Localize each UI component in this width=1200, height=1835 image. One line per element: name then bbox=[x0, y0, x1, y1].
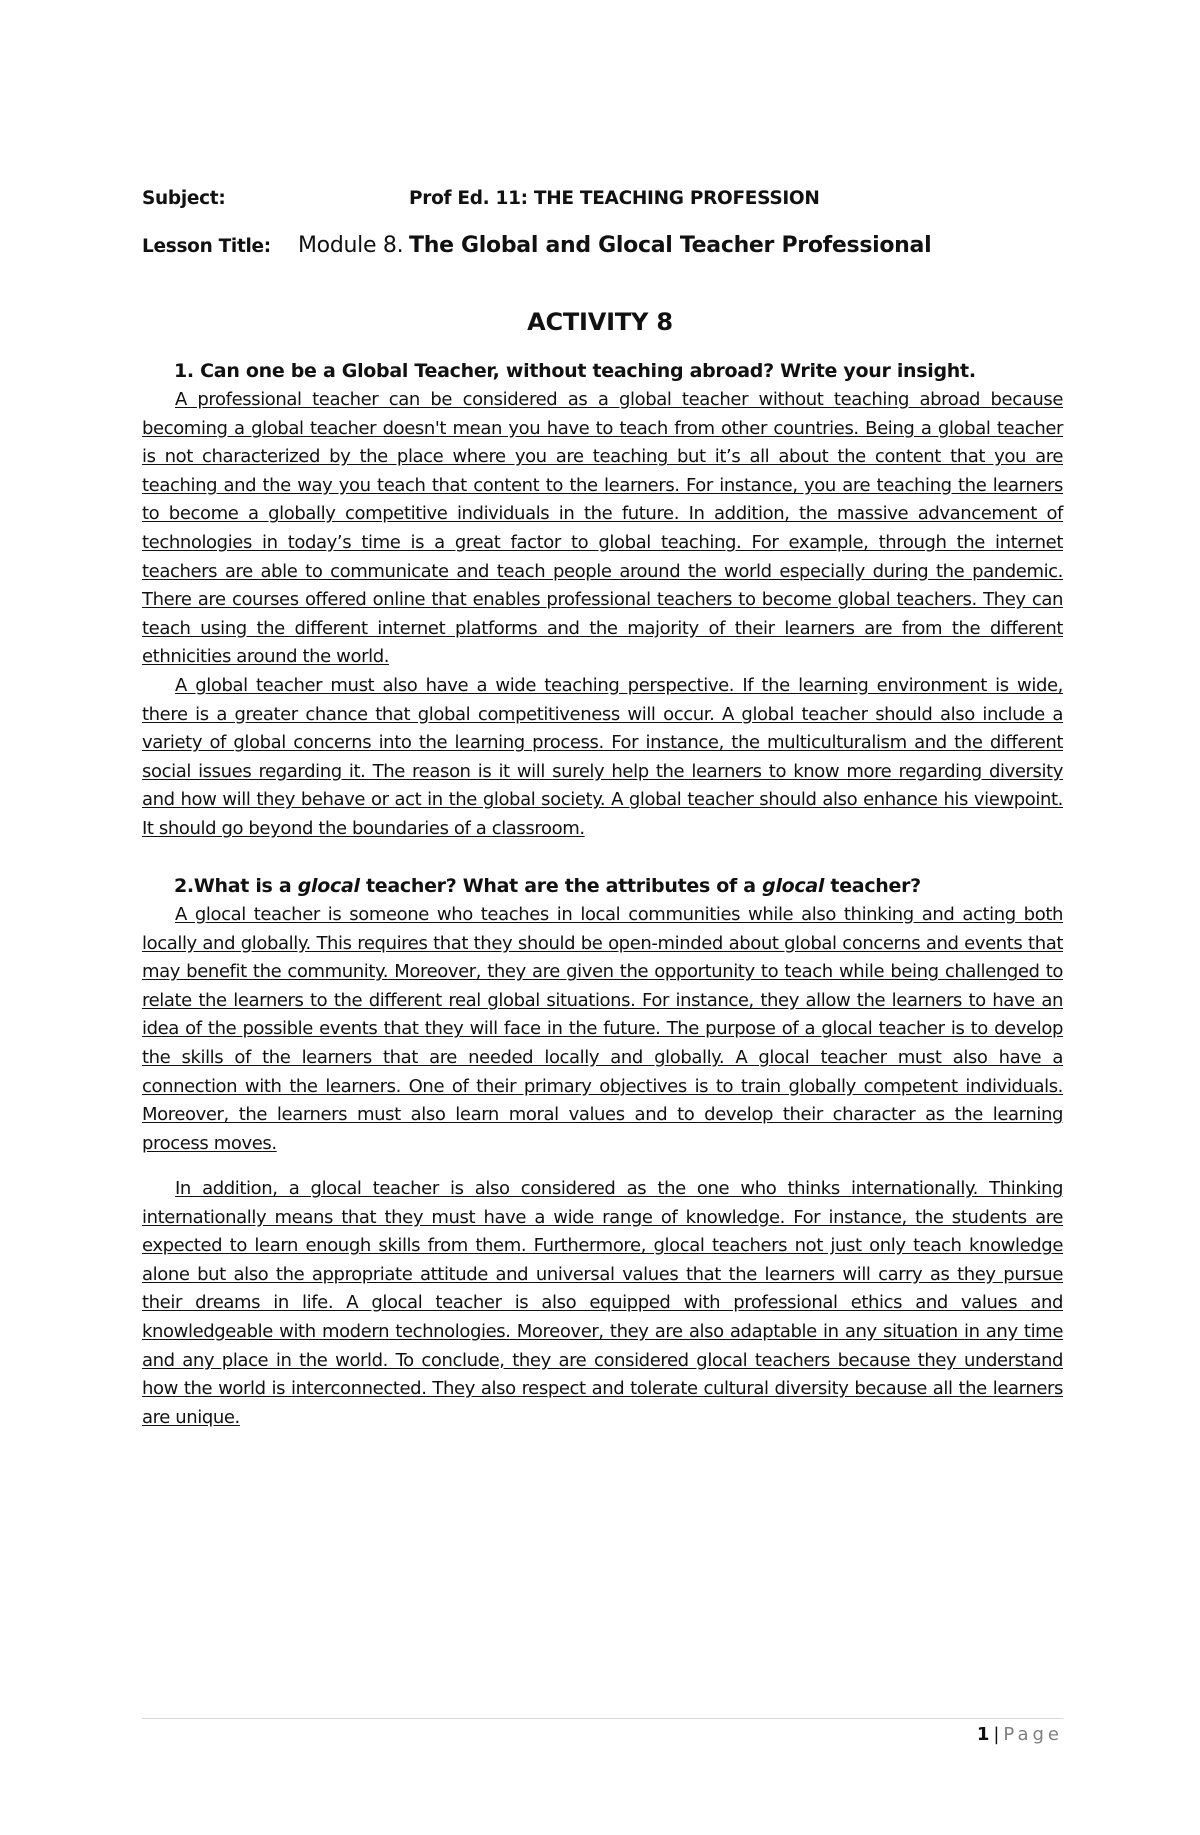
question-1: 1. Can one be a Global Teacher, without teaching abroad? Write your insight. bbox=[174, 360, 976, 382]
answer-2-paragraph-2: In addition, a glocal teacher is also considered as the one who thinks internationally. Thinking internationally means that they must have a wide range of knowledge. For instance, the students are expected to learn enough skills from them. Furthermore, glocal teachers not just only teach knowledge alone but also the appropriate attitude and universal values that the learners will carry as they pursue their dreams in life. A glocal teacher is also equipped with professional ethics and values and knowledgeable with modern technologies. Moreover, they are also adaptable in any situation in any time and any place in the world. To conclude, they are considered glocal teachers because they understand how the world is interconnected. They also respect and tolerate cultural diversity because all the learners are unique. bbox=[142, 1178, 1063, 1428]
module-number: Module 8. bbox=[298, 233, 404, 258]
lesson-title-value: The Global and Glocal Teacher Professional bbox=[409, 233, 932, 258]
answer-1-paragraph-1: A professional teacher can be considered as a global teacher without teaching abroad because becoming a global teacher doesn't mean you have to teach from other countries. Being a global teacher is not characterized by the place where you are teaching but it’s all about the content that you are teaching and the way you teach that content to the learners. For instance, you are teaching the learners to become a globally competitive individuals in the future. In addition, the massive advancement of technologies in today’s time is a great factor to global teaching. For example, through the internet teachers are able to communicate and teach people around the world especially during the pandemic. There are courses offered online that enables professional teachers to become global teachers. They can teach using the different internet platforms and the majority of their learners are from the different ethnicities around the world. bbox=[142, 389, 1063, 668]
lesson-title-label: Lesson Title: bbox=[142, 236, 271, 257]
page-number: 1 bbox=[976, 1724, 990, 1745]
answer-1-paragraph-2: A global teacher must also have a wide teaching perspective. If the learning environment is wide, there is a greater chance that global competitiveness will occur. A global teacher should also include a variety of global concerns into the learning process. For instance, the multiculturalism and the different social issues regarding it. The reason is it will surely help the learners to know more regarding diversity and how will they behave or act in the global society. A global teacher should also enhance his viewpoint. It should go beyond the boundaries of a classroom. bbox=[142, 675, 1063, 839]
footer-divider bbox=[142, 1718, 1063, 1719]
page-footer bbox=[977, 1724, 1063, 1745]
question-2: 2.What is a glocal teacher? What are the attributes of a glocal teacher? bbox=[174, 875, 921, 897]
footer-separator: | bbox=[993, 1724, 1000, 1745]
answer-2-paragraph-1: A glocal teacher is someone who teaches in local communities while also thinking and acting both locally and globally. This requires that they should be open-minded about global concerns and events that may benefit the community. Moreover, they are given the opportunity to teach while being challenged to relate the learners to the different real global situations. For instance, they allow the learners to have an idea of the possible events that they will face in the future. The purpose of a glocal teacher is to develop the skills of the learners that are needed locally and globally. A glocal teacher must also have a connection with the learners. One of their primary objectives is to train globally competent individuals. Moreover, the learners must also learn moral values and to develop their character as the learning process moves. bbox=[142, 904, 1063, 1154]
page-label: Page bbox=[1003, 1724, 1063, 1745]
activity-title: ACTIVITY 8 bbox=[527, 308, 673, 336]
subject-value: Prof Ed. 11: THE TEACHING PROFESSION bbox=[409, 188, 820, 209]
subject-label: Subject: bbox=[142, 188, 226, 209]
